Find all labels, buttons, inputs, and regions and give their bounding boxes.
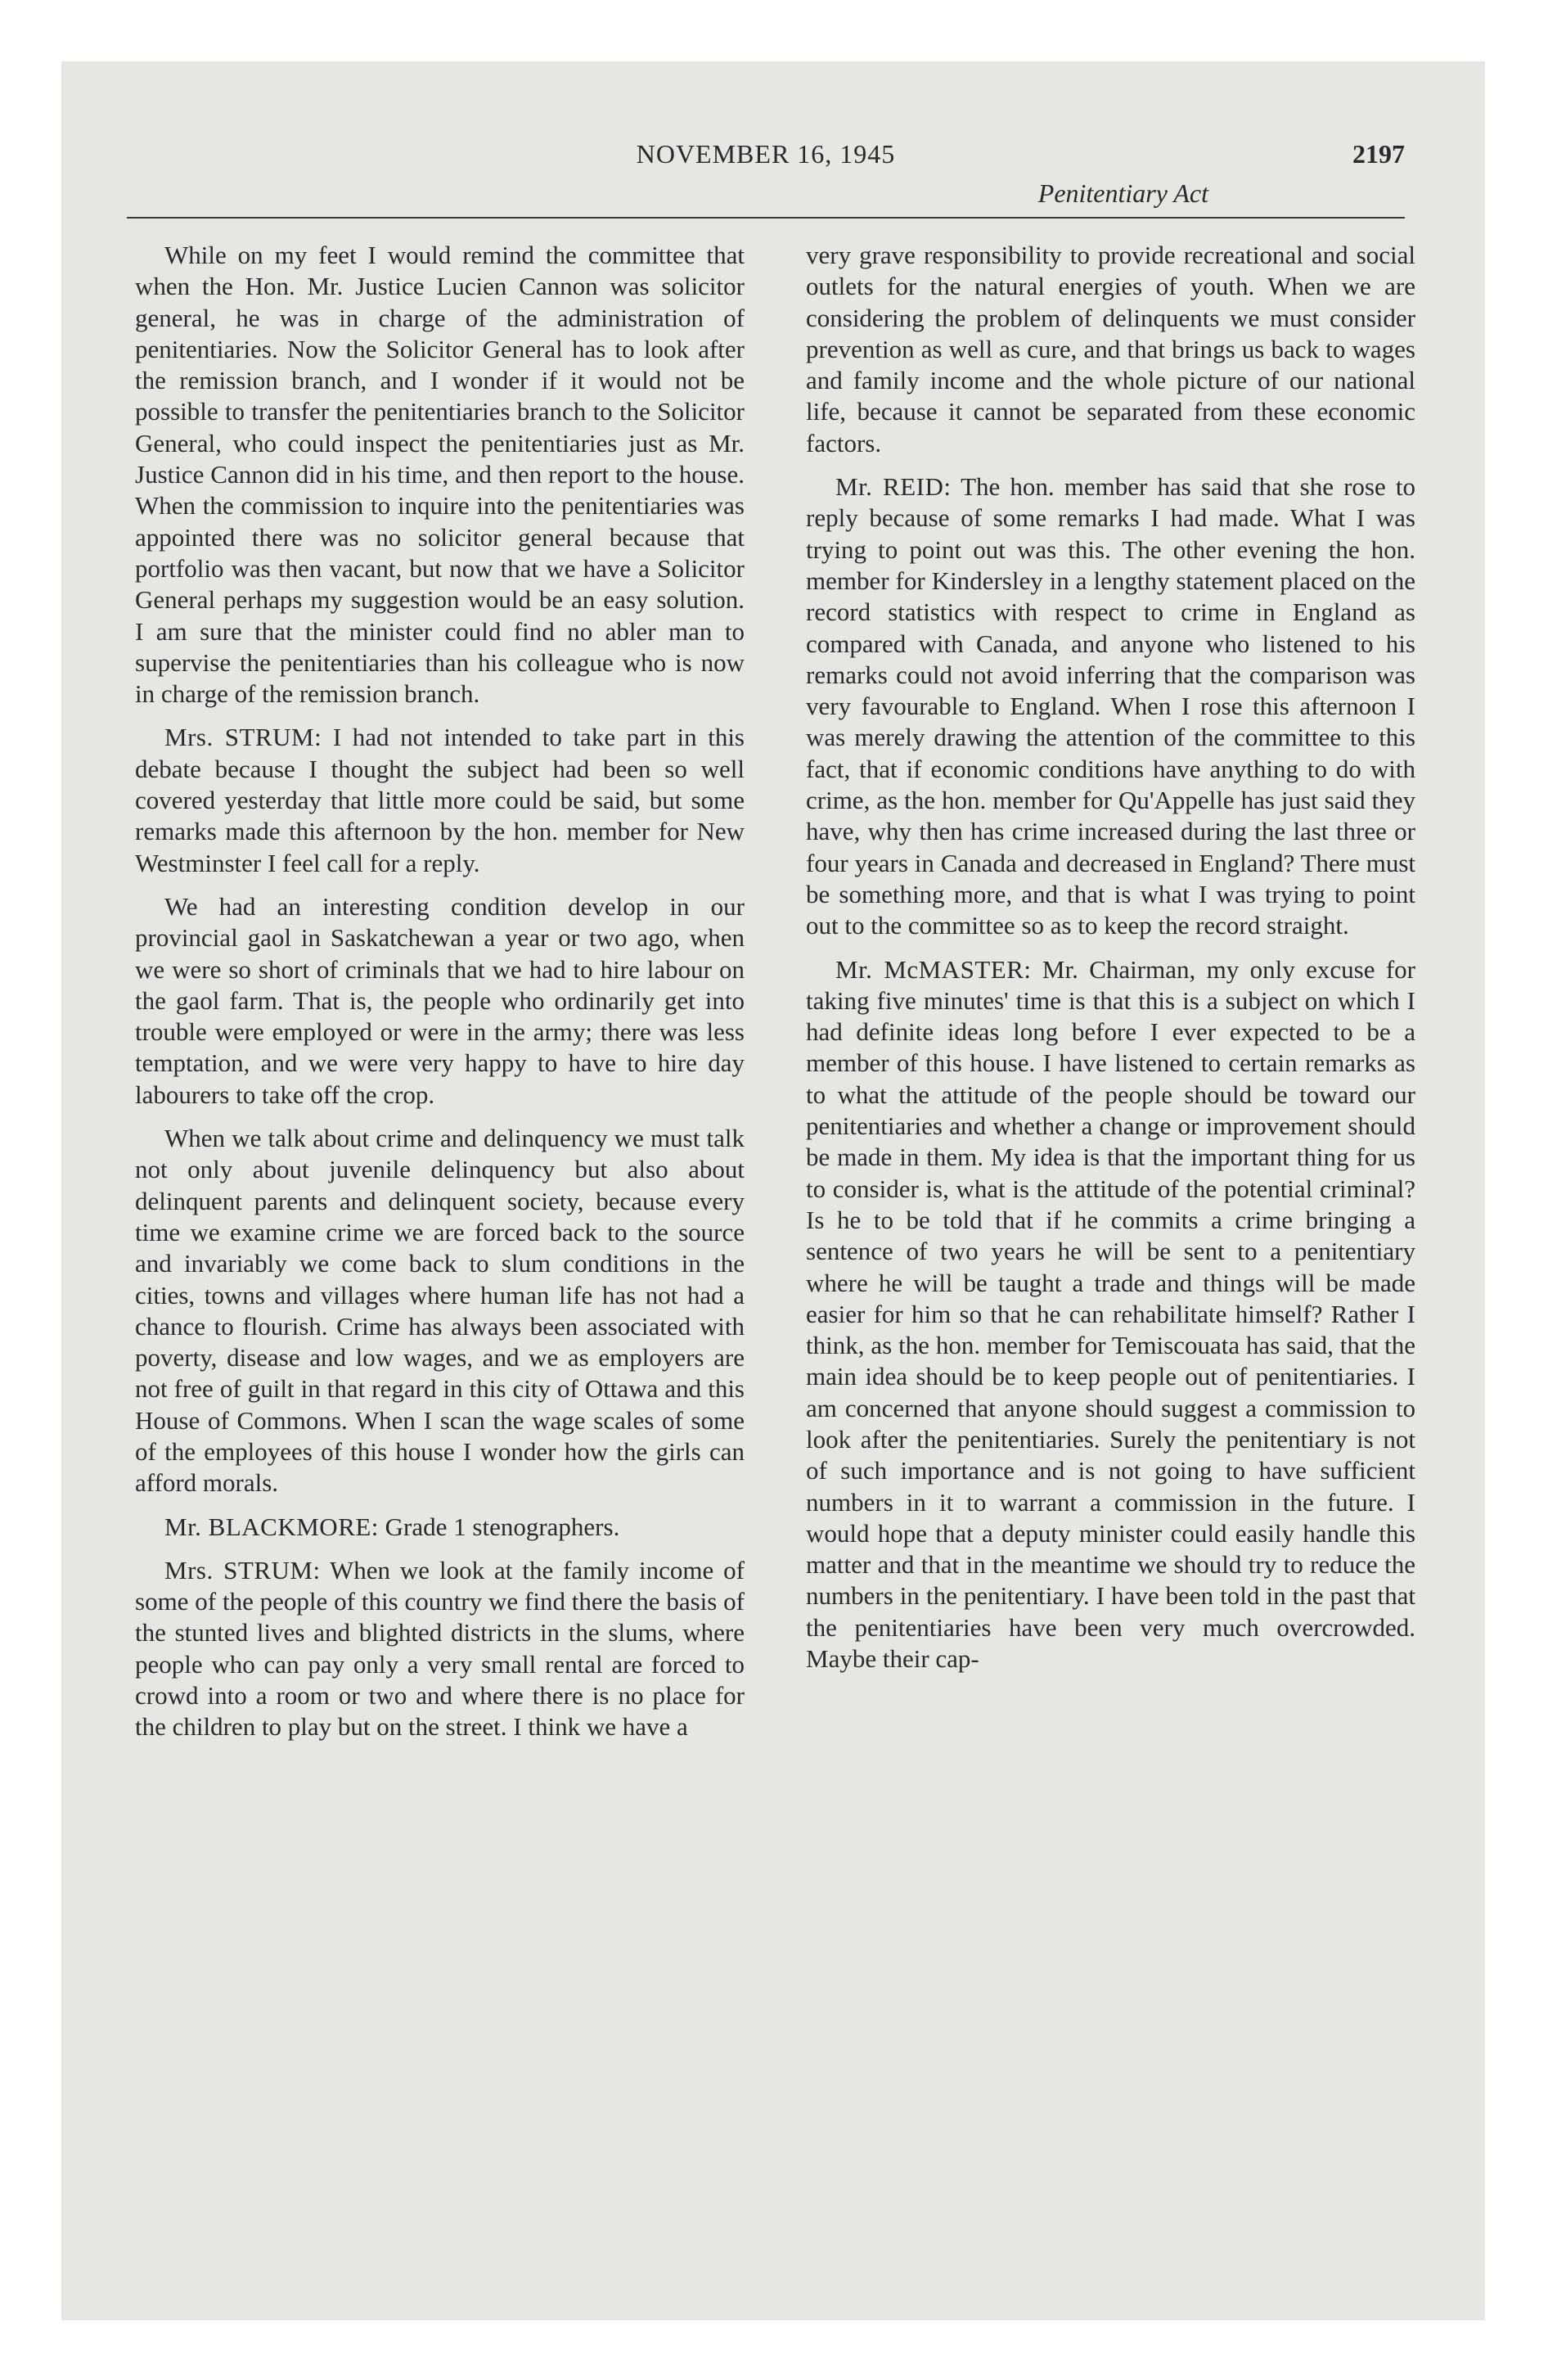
right-column bbox=[806, 240, 1415, 1756]
paragraph-text: The hon. member has said that she rose to reply because of some remarks I had made. What I was trying to point out was this. The other evening the hon. member for Kindersley in a lengthy statement placed on the record statistics with respect to crime in England as compared with Canada, and anyone who listened to his remarks could not avoid inferring that the comparison was very favourable to England. When I rose this afternoon I was merely drawing the attention of the committee to this fact, that if economic conditions have anything to do with crime, as the hon. member for Qu'Appelle has just said they have, why then has crime increased during the last three or four years in Canada and decreased in England? There must be something more, and that is what I was trying to point out to the committee so as to keep the record straight. bbox=[806, 472, 1415, 940]
paragraph bbox=[135, 722, 745, 878]
page-header bbox=[127, 139, 1405, 229]
header-section-title: Penitentiary Act bbox=[1037, 178, 1208, 208]
paragraph-text: When we talk about crime and delinquency we must talk not only about juvenile delinquency but also about delinquent parents and delinquent society, because every time we examine crime we are forced back to the source and invariably we come back to slum conditions in the cities, towns and villages where human life has not had a chance to flourish. Crime has always been associated with poverty, disease and low wages, and we as employers are not free of guilt in that regard in this city of Ottawa and this House of Commons. When I scan the wage scales of some of the employees of this house I wonder how the girls can afford morals. bbox=[135, 1124, 745, 1498]
header-date: NOVEMBER 16, 1945 bbox=[636, 139, 896, 169]
speaker-name: Mr. BLACKMORE: bbox=[164, 1512, 379, 1541]
header-page-number: 2197 bbox=[1352, 139, 1405, 169]
paragraph bbox=[135, 1512, 745, 1543]
speaker-name: Mrs. STRUM: bbox=[164, 723, 322, 752]
hansard-page bbox=[61, 61, 1485, 2320]
header-rule bbox=[127, 217, 1405, 219]
paragraph bbox=[135, 1123, 745, 1499]
paragraph bbox=[806, 240, 1415, 459]
paragraph bbox=[135, 1555, 745, 1743]
paragraph bbox=[806, 471, 1415, 941]
paragraph-text: While on my feet I would remind the committee that when the Hon. Mr. Justice Lucien Cannon was solicitor general, he was in charge of the administration of penitentiaries. Now the Solicitor General has to look after the remission branch, and I wonder if it would not be possible to transfer the penitentiaries branch to the Solicitor General, who could inspect the penitentiaries just as Mr. Justice Cannon did in his time, and then report to the house. When the commission to inquire into the penitentiaries was appointed there was no solicitor general because that portfolio was then vacant, but now that we have a Solicitor General perhaps my suggestion would be an easy solution. I am sure that the minister could find no abler man to supervise the penitentiaries than his colleague who is now in charge of the remission branch. bbox=[135, 241, 745, 709]
paragraph bbox=[135, 240, 745, 710]
left-column bbox=[135, 240, 745, 1756]
paragraph-text: very grave responsibility to provide recreational and social outlets for the natural energies of youth. When we are considering the problem of delinquents we must consider prevention as well as cure, and that brings us back to wages and family income and the whole picture of our national life, because it cannot be separated from these economic factors. bbox=[806, 241, 1415, 458]
paragraph-text: When we look at the family income of some of the people of this country we find there the basis of the stunted lives and blighted districts in the slums, where people who can pay only a very small rental are forced to crowd into a room or two and where there is no place for the children to play but on the street. I think we have a bbox=[135, 1555, 745, 1742]
paragraph-text: Mr. Chairman, my only excuse for taking five minutes' time is that this is a subject on which I had definite ideas long before I ever expected to be a member of this house. I have listened to certain remarks as to what the attitude of the people should be toward our penitentiaries and whether a change or improvement should be made in them. My idea is that the important thing for us to consider is, what is the attitude of the potential criminal? Is he to be told that if he commits a crime bringing a sentence of two years he will be sent to a penitentiary where he will be taught a trade and things will be made easier for him so that he can rehabilitate himself? Rather I think, as the hon. member for Temiscouata has said, that the main idea should be to keep people out of penitentiaries. I am concerned that anyone should suggest a commission to look after the penitentiaries. Surely the penitentiary is not of such importance and is not going to have sufficient numbers in it to warrant a commission in the future. I would hope that a deputy minister could easily handle this matter and that in the meantime we should try to reduce the numbers in the penitentiary. I have been told in the past that the penitentiaries have been very much overcrowded. Maybe their cap- bbox=[806, 954, 1415, 1674]
paragraph-text: We had an interesting condition develop in our provincial gaol in Saskatchewan a year or two ago, when we were so short of criminals that we had to hire labour on the gaol farm. That is, the people who ordinarily get into trouble were employed or were in the army; there was less temptation, and we were very happy to have to hire day labourers to take off the crop. bbox=[135, 891, 745, 1109]
paragraph-text: Grade 1 stenographers. bbox=[378, 1512, 620, 1541]
speaker-name: Mr. McMASTER: bbox=[835, 954, 1032, 984]
speaker-name: Mr. REID: bbox=[835, 472, 952, 502]
paragraph bbox=[135, 891, 745, 1111]
paragraph bbox=[806, 954, 1415, 1675]
text-columns bbox=[135, 240, 1415, 1756]
speaker-name: Mrs. STRUM: bbox=[164, 1555, 321, 1584]
paragraph-text: I had not intended to take part in this debate because I thought the subject had been so well covered yesterday that little more could be said, but some remarks made this afternoon by the hon. member for New Westminster I feel call for a reply. bbox=[135, 723, 745, 877]
